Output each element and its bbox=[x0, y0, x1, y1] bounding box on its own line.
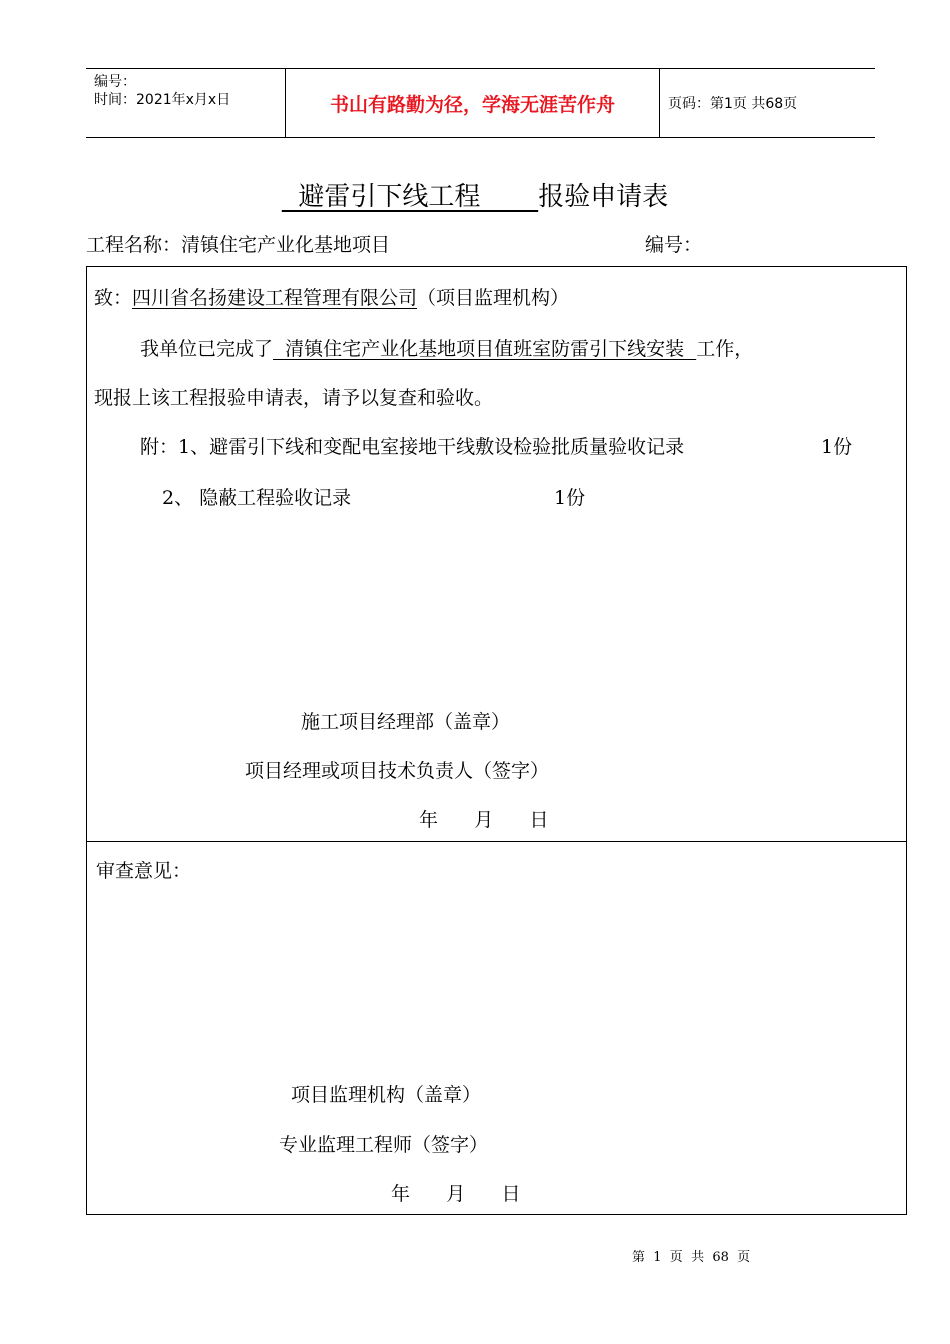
page-header bbox=[86, 68, 875, 138]
review-date: 年 月 日 bbox=[391, 1183, 521, 1205]
completed-prefix: 我单位已完成了 bbox=[140, 338, 274, 360]
project-number-label: 编号： bbox=[645, 234, 703, 256]
page-footer: 第 1 页 共 68 页 bbox=[632, 1250, 751, 1265]
addressee-suffix: （项目监理机构） bbox=[417, 287, 570, 309]
completed-work: 清镇住宅产业化基地项目值班室防雷引下线安装 bbox=[273, 338, 697, 360]
header-number-label: 编号： bbox=[94, 74, 136, 90]
attachment-2: 2、 隐蔽工程验收记录 bbox=[162, 487, 352, 509]
attachment-2-qty: 1份 bbox=[554, 487, 586, 509]
application-date: 年 月 日 bbox=[419, 809, 549, 831]
completed-suffix: 工作， bbox=[696, 338, 754, 360]
attachment-1: 附：1、避雷引下线和变配电室接地干线敷设检验批质量验收记录 bbox=[140, 436, 685, 458]
addressee-prefix: 致： bbox=[94, 287, 133, 309]
completed-line bbox=[140, 334, 753, 361]
title-underlined: 避雷引下线工程 bbox=[281, 182, 539, 212]
addressee-line bbox=[94, 283, 569, 310]
supervision-seal: 项目监理机构（盖章） bbox=[291, 1084, 482, 1106]
engineer-signature: 专业监理工程师（签字） bbox=[279, 1134, 489, 1156]
addressee-org: 四川省名扬建设工程管理有限公司 bbox=[132, 287, 418, 309]
title-suffix: 报验申请表 bbox=[538, 182, 669, 212]
application-box bbox=[86, 266, 907, 842]
header-page-info: 页码：第1页 共68页 bbox=[668, 96, 798, 112]
header-motto: 书山有路勤为径，学海无涯苦作舟 bbox=[329, 93, 615, 116]
document-title bbox=[0, 176, 950, 213]
attachment-1-qty: 1份 bbox=[821, 436, 853, 458]
header-time-label: 时间：2021年x月x日 bbox=[94, 92, 231, 108]
project-name: 工程名称：清镇住宅产业化基地项目 bbox=[86, 234, 391, 256]
department-seal: 施工项目经理部（盖章） bbox=[301, 711, 511, 733]
review-box bbox=[86, 840, 907, 1215]
header-divider bbox=[659, 69, 660, 137]
review-label: 审查意见： bbox=[96, 860, 192, 882]
header-left bbox=[94, 73, 230, 109]
report-line: 现报上该工程报验申请表，请予以复查和验收。 bbox=[94, 387, 494, 409]
manager-signature: 项目经理或项目技术负责人（签字） bbox=[245, 760, 550, 782]
